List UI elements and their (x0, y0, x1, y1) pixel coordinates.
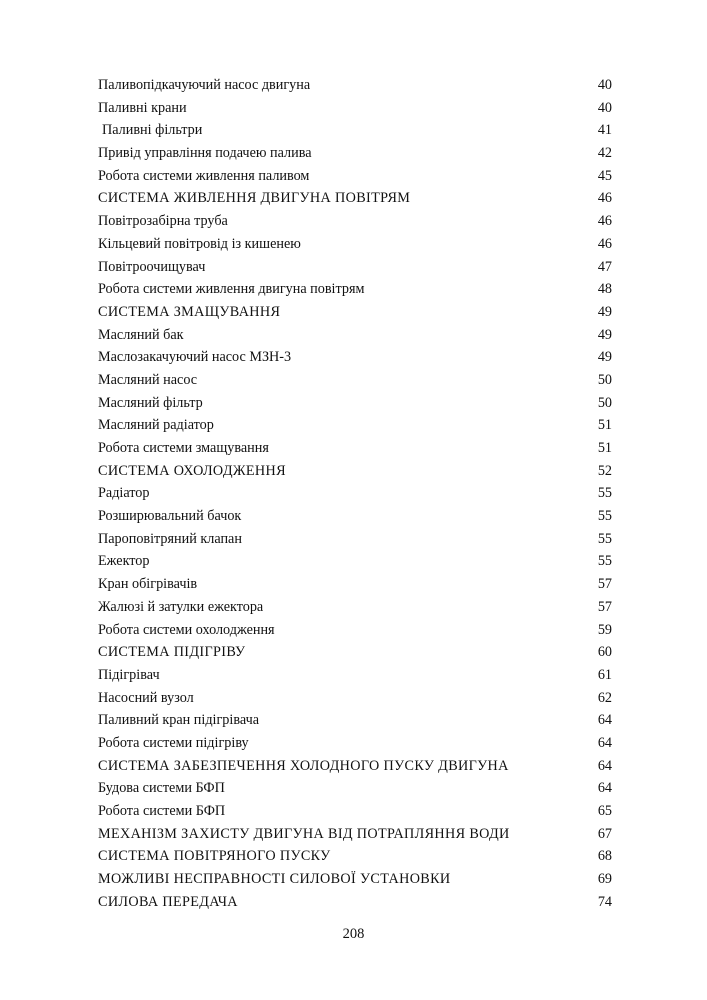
toc-entry-title: Радіатор (98, 485, 150, 502)
toc-entry-title: Жалюзі й затулки ежектора (98, 598, 264, 615)
toc-entry-title: СИСТЕМА ЗМАЩУВАННЯ (98, 303, 281, 320)
toc-entry-title: Робота системи живлення паливом (98, 167, 310, 184)
toc-entry-title: СИЛОВА ПЕРЕДАЧА (98, 893, 238, 910)
toc-entry-title: Повітрозабірна труба (98, 213, 228, 230)
toc-entry-title: Паливний кран підігрівача (98, 712, 260, 729)
toc-entry-title: Привід управління подачею палива (98, 145, 312, 162)
toc-entry-page: 51 (597, 440, 612, 456)
toc-entry-page: 46 (597, 235, 612, 252)
toc-entry-page: 64 (597, 712, 612, 729)
toc-entry-page: 51 (597, 417, 612, 434)
toc-entry-title: Масляний насос (98, 371, 198, 388)
toc-entry-title: СИСТЕМА ЖИВЛЕННЯ ДВИГУНА ПОВІТРЯМ (98, 190, 411, 207)
toc-entry-page: 40 (597, 99, 612, 116)
toc-entry-title: Паливні крани (98, 99, 187, 116)
toc-entry[interactable] (98, 845, 612, 868)
toc-entry-page: 55 (597, 553, 612, 570)
toc-entry-title: СИСТЕМА ПОВІТРЯНОГО ПУСКУ (98, 848, 331, 865)
toc-entry-page: 55 (597, 485, 612, 502)
toc-entry[interactable] (98, 165, 612, 188)
toc-entry-page: 46 (597, 190, 612, 207)
toc-entry[interactable] (98, 346, 612, 369)
toc-entry-title: Маслозакачуючий насос МЗН-3 (98, 349, 292, 366)
toc-entry[interactable] (98, 755, 612, 778)
toc-entry-page: 64 (597, 757, 612, 774)
toc-entry-title: Масляний бак (98, 326, 184, 343)
toc-entry[interactable] (98, 74, 612, 97)
toc-entry-page: 65 (597, 803, 612, 819)
toc-entry[interactable] (98, 278, 612, 301)
toc-entry[interactable] (98, 891, 612, 914)
toc-entry[interactable] (98, 800, 612, 823)
toc-entry-title: Паливопідкачуючий насос двигуна (98, 77, 311, 93)
toc-entry-page: 45 (597, 167, 612, 184)
toc-entry-title: Робота системи підігріву (98, 734, 249, 751)
toc-entry[interactable] (98, 256, 612, 279)
toc-entry-page: 41 (597, 122, 612, 139)
toc-entry-title: Ежектор (98, 553, 150, 570)
toc-entry[interactable] (98, 641, 612, 664)
toc-entry[interactable] (98, 324, 612, 347)
toc-entry-page: 57 (597, 598, 612, 615)
toc-entry-title: Розширювальний бачок (98, 508, 242, 525)
toc-entry[interactable] (98, 187, 612, 210)
toc-entry-page: 64 (597, 734, 612, 751)
toc-entry-title: СИСТЕМА ПІДІГРІВУ (98, 644, 246, 661)
toc-entry-page: 57 (597, 576, 612, 593)
toc-entry-title: Робота системи БФП (98, 803, 226, 819)
toc-entry[interactable] (98, 709, 612, 732)
toc-entry-title: Пароповітряний клапан (98, 530, 242, 547)
toc-entry-page: 40 (597, 77, 612, 93)
toc-entry-page: 74 (597, 893, 612, 910)
toc-entry-page: 46 (597, 213, 612, 230)
toc-entry[interactable] (98, 482, 612, 505)
toc-entry-title: Будова системи БФП (98, 780, 225, 797)
toc-entry[interactable] (98, 392, 612, 415)
toc-entry[interactable] (98, 687, 612, 710)
toc-entry-title: МЕХАНІЗМ ЗАХИСТУ ДВИГУНА ВІД ПОТРАПЛЯННЯ ВОДИ (98, 825, 510, 842)
toc-entry-title: Підігрівач (98, 666, 160, 683)
toc-entry-title: Кран обігрівачів (98, 576, 198, 593)
toc-entry[interactable] (98, 550, 612, 573)
toc-entry[interactable] (98, 505, 612, 528)
toc-entry-title: СИСТЕМА ОХОЛОДЖЕННЯ (98, 462, 286, 479)
toc-entry-page: 42 (597, 145, 612, 162)
toc-entry-title: Робота системи живлення двигуна повітрям (98, 281, 365, 298)
toc-entry-page: 61 (597, 666, 612, 683)
toc-entry-page: 50 (597, 371, 612, 388)
toc-entry-title: Масляний фільтр (98, 394, 203, 411)
toc-entry-page: 49 (597, 349, 612, 366)
toc-entry[interactable] (98, 619, 612, 642)
toc-entry[interactable] (98, 777, 612, 800)
toc-entry-page: 64 (597, 780, 612, 797)
toc-entry-page: 55 (597, 508, 612, 525)
toc-entry-page: 47 (597, 258, 612, 275)
toc-entry[interactable] (98, 119, 612, 142)
toc-entry-title: Паливні фільтри (102, 122, 203, 139)
toc-entry[interactable] (98, 369, 612, 392)
toc-entry[interactable] (98, 437, 612, 460)
toc-entry[interactable] (98, 573, 612, 596)
toc-entry[interactable] (98, 732, 612, 755)
toc-entry[interactable] (98, 301, 612, 324)
toc-entry[interactable] (98, 414, 612, 437)
toc-entry-title: Масляний радіатор (98, 417, 214, 434)
toc-entry-title: Робота системи змащування (98, 440, 269, 456)
toc-entry[interactable] (98, 596, 612, 619)
toc-entry-page: 67 (597, 825, 612, 842)
toc-entry-title: Насосний вузол (98, 689, 194, 706)
toc-entry[interactable] (98, 868, 612, 891)
toc-entry-title: Повітроочищувач (98, 258, 206, 275)
toc-entry-page: 69 (597, 871, 612, 888)
toc-entry-title: МОЖЛИВІ НЕСПРАВНОСТІ СИЛОВОЇ УСТАНОВКИ (98, 871, 451, 888)
toc-entry-page: 60 (597, 644, 612, 661)
toc-entry-page: 49 (597, 326, 612, 343)
toc-entry-page: 50 (597, 394, 612, 411)
toc-entry-page: 59 (597, 621, 612, 638)
toc-entry[interactable] (98, 210, 612, 233)
page-number: 208 (342, 926, 365, 942)
toc-entry-title: Робота системи охолодження (98, 621, 275, 638)
toc-entry[interactable] (98, 460, 612, 483)
toc-entry-page: 52 (597, 462, 612, 479)
toc-entry-page: 62 (597, 689, 612, 706)
toc-entry[interactable] (98, 664, 612, 687)
toc-entry[interactable] (98, 142, 612, 165)
toc-entry[interactable] (98, 233, 612, 256)
toc-entry-page: 49 (597, 303, 612, 320)
toc-entry-page: 48 (597, 281, 612, 298)
toc-entry[interactable] (98, 823, 612, 846)
toc-entry[interactable] (98, 528, 612, 551)
toc-entry[interactable] (98, 97, 612, 120)
toc-entry-page: 55 (597, 530, 612, 547)
toc-entry-page: 68 (597, 848, 612, 865)
toc-entry-title: Кільцевий повітровід із кишенею (98, 235, 301, 252)
table-of-contents (98, 74, 612, 913)
toc-entry-title: СИСТЕМА ЗАБЕЗПЕЧЕННЯ ХОЛОДНОГО ПУСКУ ДВИГУНА (98, 757, 509, 774)
